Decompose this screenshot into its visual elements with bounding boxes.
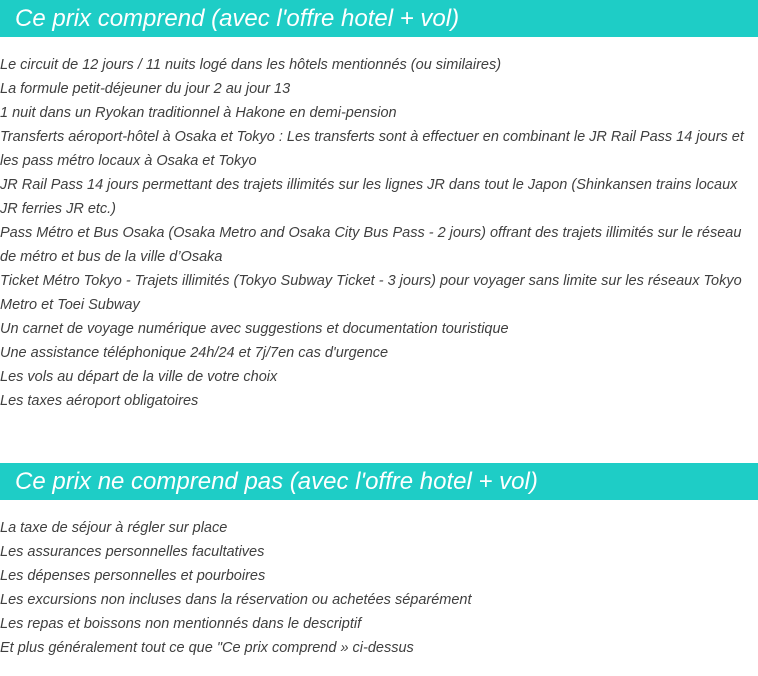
excludes-item: Les assurances personnelles facultatives [0,544,265,560]
includes-item: Un carnet de voyage numérique avec suggestions et documentation touristique [0,321,509,337]
includes-item: Ticket Métro Tokyo - Trajets illimités (Tokyo Subway Ticket - 3 jours) pour voyager sans limite sur les réseaux Tokyo Metro et Toei Subway [0,273,742,313]
includes-item: Les vols au départ de la ville de votre choix [0,369,278,385]
excludes-item: Et plus généralement tout ce que "Ce prix comprend » ci-dessus [0,640,414,656]
includes-item: Une assistance téléphonique 24h/24 et 7j/7en cas d'urgence [0,345,389,361]
excludes-section-title: Ce prix ne comprend pas (avec l'offre hotel + vol) [0,463,758,500]
includes-item: La formule petit-déjeuner du jour 2 au jour 13 [0,81,291,97]
excludes-item: Les dépenses personnelles et pourboires [0,568,266,584]
includes-list [0,53,752,413]
includes-item: 1 nuit dans un Ryokan traditionnel à Hakone en demi-pension [0,105,397,121]
includes-item: JR Rail Pass 14 jours permettant des trajets illimités sur les lignes JR dans tout le Japon (Shinkansen trains locaux JR ferries JR etc.) [0,177,738,217]
excludes-item: La taxe de séjour à régler sur place [0,520,228,536]
includes-item: Transferts aéroport-hôtel à Osaka et Tokyo : Les transferts sont à effectuer en combinant le JR Rail Pass 14 jours et les pass métro locaux à Osaka et Tokyo [0,129,744,169]
excludes-list [0,516,752,660]
includes-item: Le circuit de 12 jours / 11 nuits logé dans les hôtels mentionnés (ou similaires) [0,57,502,73]
includes-section-title: Ce prix comprend (avec l'offre hotel + vol) [0,0,758,37]
includes-item: Pass Métro et Bus Osaka (Osaka Metro and Osaka City Bus Pass - 2 jours) offrant des trajets illimités sur le réseau de métro et bus de la ville d’Osaka [0,225,742,265]
excludes-item: Les excursions non incluses dans la réservation ou achetées séparément [0,592,472,608]
includes-item: Les taxes aéroport obligatoires [0,393,199,409]
excludes-item: Les repas et boissons non mentionnés dans le descriptif [0,616,362,632]
